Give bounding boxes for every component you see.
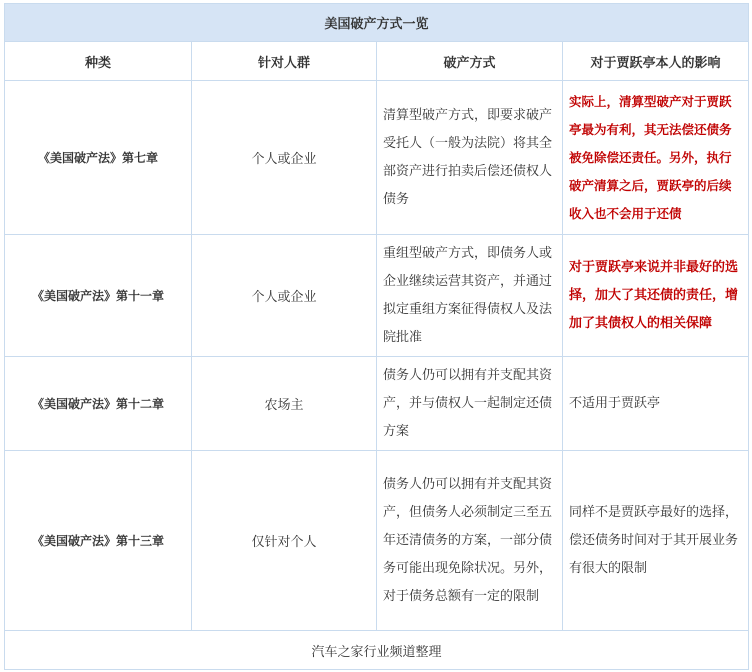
table-row — [5, 235, 749, 357]
table-footer: 汽车之家行业频道整理 — [5, 631, 749, 670]
row-method: 重组型破产方式，即债务人或企业继续运营其资产，并通过拟定重组方案征得债权人及法院批准 — [377, 235, 563, 357]
row-method: 债务人仍可以拥有并支配其资产，但债务人必须制定三至五年还清债务的方案，一部分债务可能出现免除状况。另外，对于债务总额有一定的限制 — [377, 451, 563, 631]
row-method: 债务人仍可以拥有并支配其资产，并与债权人一起制定还债方案 — [377, 357, 563, 451]
header-row — [5, 42, 749, 81]
header-type: 种类 — [5, 42, 192, 81]
table-row — [5, 357, 749, 451]
row-name: 《美国破产法》第七章 — [5, 81, 192, 235]
row-impact: 对于贾跃亭来说并非最好的选择，加大了其还债的责任，增加了其债权人的相关保障 — [563, 235, 749, 357]
bankruptcy-table — [4, 3, 749, 670]
row-target: 个人或企业 — [192, 81, 377, 235]
row-method: 清算型破产方式，即要求破产受托人（一般为法院）将其全部资产进行拍卖后偿还债权人债务 — [377, 81, 563, 235]
header-target: 针对人群 — [192, 42, 377, 81]
table-title: 美国破产方式一览 — [5, 4, 749, 42]
table-row — [5, 81, 749, 235]
row-target: 仅针对个人 — [192, 451, 377, 631]
row-impact: 同样不是贾跃亭最好的选择，偿还债务时间对于其开展业务有很大的限制 — [563, 451, 749, 631]
row-impact: 不适用于贾跃亭 — [563, 357, 749, 451]
row-target: 个人或企业 — [192, 235, 377, 357]
header-method: 破产方式 — [377, 42, 563, 81]
header-impact: 对于贾跃亭本人的影响 — [563, 42, 749, 81]
row-impact: 实际上，清算型破产对于贾跃亭最为有利，其无法偿还债务被免除偿还责任。另外，执行破产清算之后，贾跃亭的后续收入也不会用于还债 — [563, 81, 749, 235]
row-name: 《美国破产法》第十二章 — [5, 357, 192, 451]
row-target: 农场主 — [192, 357, 377, 451]
row-name: 《美国破产法》第十一章 — [5, 235, 192, 357]
table-row — [5, 451, 749, 631]
row-name: 《美国破产法》第十三章 — [5, 451, 192, 631]
